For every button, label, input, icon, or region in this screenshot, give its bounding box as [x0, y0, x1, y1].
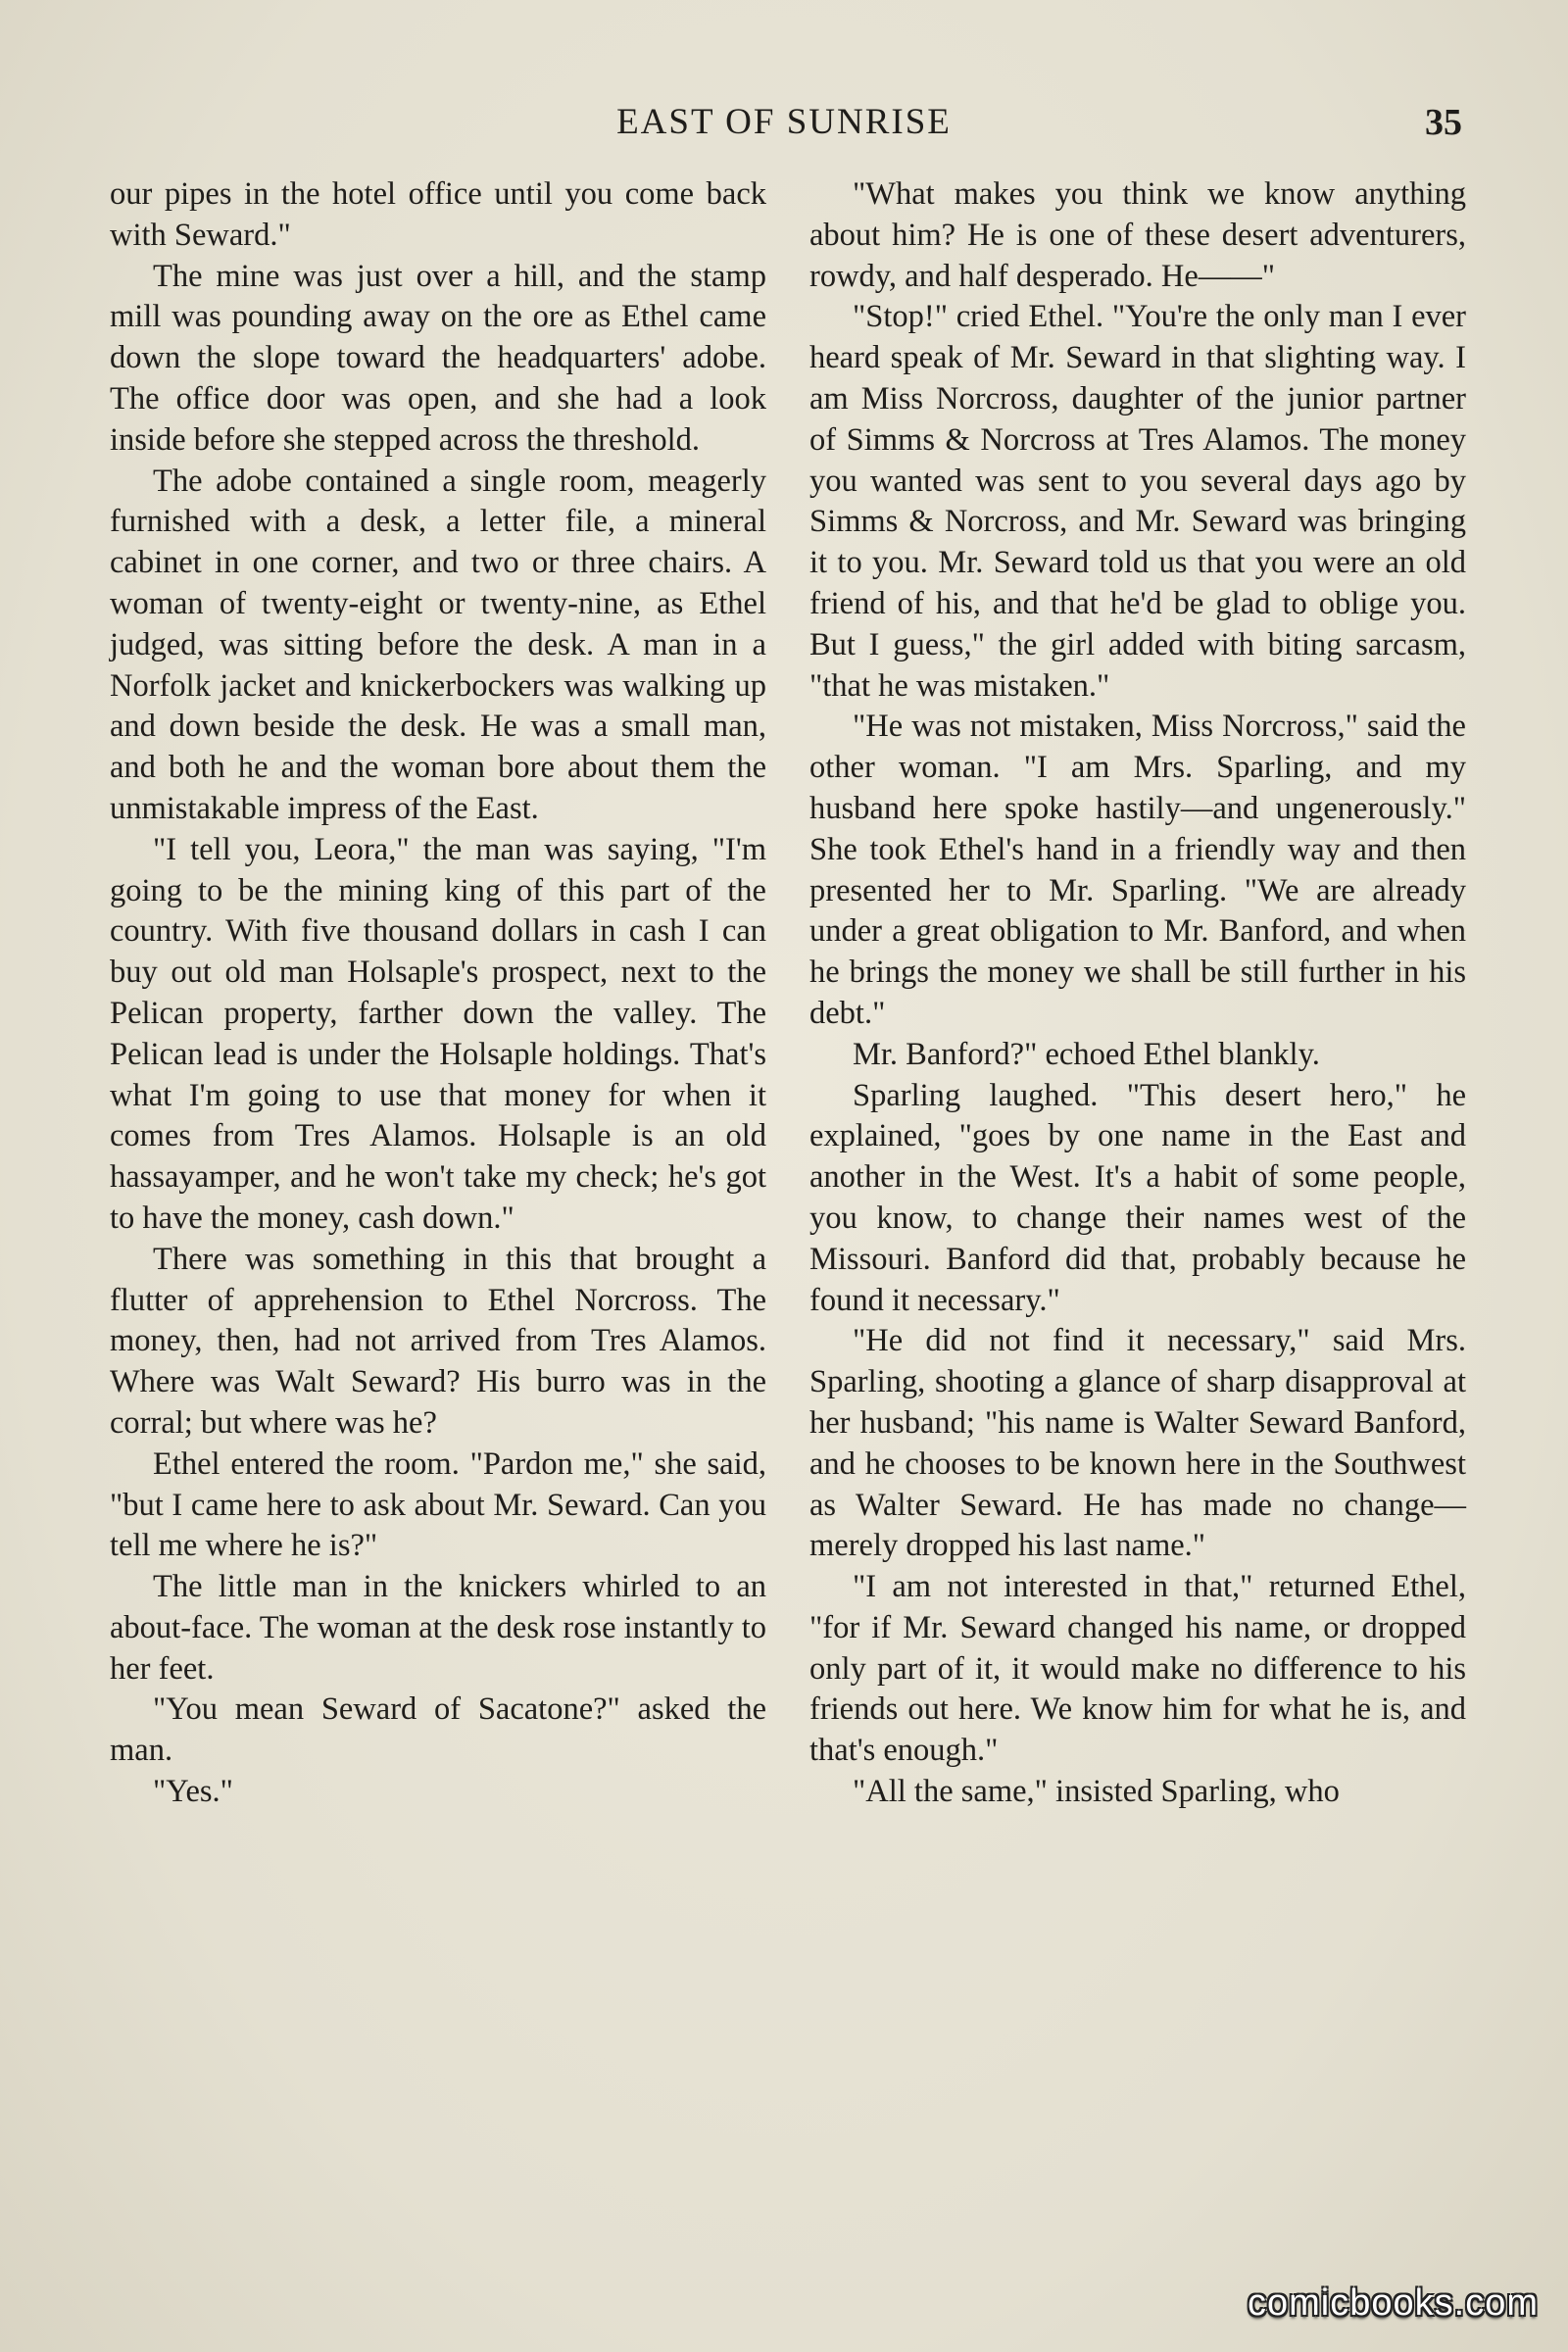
- paragraph: The mine was just over a hill, and the stamp mill was pounding away on the ore as Ethel came down the slope toward the headquarters' adobe. The office door was open, and she had a look inside before she stepped across the threshold.: [110, 258, 766, 458]
- paragraph: "What makes you think we know anything about him? He is one of these desert adventurers, rowdy, and half desperado. He——": [809, 176, 1466, 294]
- paragraph: Ethel entered the room. "Pardon me," she said, "but I came here to ask about Mr. Seward. Can you tell me where he is?": [110, 1446, 766, 1564]
- paragraph: "You mean Seward of Sacatone?" asked the man.: [110, 1691, 766, 1769]
- paragraph: Sparling laughed. "This desert hero," he explained, "goes by one name in the East and another in the West. It's a habit of some people, you know, to change their names west of the Missouri. Banford did that, probably because he found it necessary.": [809, 1077, 1466, 1318]
- left-column: [110, 174, 766, 1813]
- paragraph: "I tell you, Leora," the man was saying, "I'm going to be the mining king of this part of the country. With five thousand dollars in cash I can buy out old man Holsaple's prospect, next to the Pelican property, farther down the valley. The Pelican lead is under the Holsaple holdings. That's what I'm going to use that money for when it comes from Tres Alamos. Holsaple is an old hassayamper, and he won't take my check; he's got to have the money, cash down.": [110, 831, 766, 1236]
- paragraph: our pipes in the hotel office until you come back with Seward.": [110, 176, 766, 253]
- paragraph: "All the same," insisted Sparling, who: [853, 1774, 1340, 1810]
- running-head: [0, 98, 1568, 147]
- paragraph: "I am not interested in that," returned Ethel, "for if Mr. Seward changed his name, or dropped only part of it, it would make no difference to his friends out here. We know him for what he is, and that's enough.": [809, 1569, 1466, 1769]
- paragraph: There was something in this that brought a flutter of apprehension to Ethel Norcross. The money, then, had not arrived from Tres Alamos. Where was Walt Seward? His burro was in the corral; but where was he?: [110, 1241, 766, 1441]
- paragraph: The little man in the knickers whirled to an about-face. The woman at the desk rose instantly to her feet.: [110, 1569, 766, 1687]
- running-title: EAST OF SUNRISE: [616, 102, 952, 142]
- page-number: 35: [1425, 102, 1462, 143]
- watermark: comicbooks.com: [1248, 2282, 1539, 2324]
- paragraph: "He was not mistaken, Miss Norcross," said the other woman. "I am Mrs. Sparling, and my husband here spoke hastily—and ungenerously." She took Ethel's hand in a friendly way and then presented her to Mr. Sparling. "We are already under a great obligation to Mr. Banford, and when he brings the money we shall be still further in his debt.": [809, 709, 1466, 1031]
- paragraph: "He did not find it necessary," said Mrs. Sparling, shooting a glance of sharp disapproval at her husband; "his name is Walter Seward Banford, and he chooses to be known here in the Southwest as Walter Seward. He has made no change—merely dropped his last name.": [809, 1323, 1466, 1564]
- paragraph: Mr. Banford?" echoed Ethel blankly.: [853, 1036, 1320, 1072]
- paragraph: "Stop!" cried Ethel. "You're the only man I ever heard speak of Mr. Seward in that slighting way. I am Miss Norcross, daughter of the junior partner of Simms & Norcross at Tres Alamos. The money you wanted was sent to you several days ago by Simms & Norcross, and Mr. Seward was bringing it to you. Mr. Seward told us that you were an old friend of his, and that he'd be glad to oblige you. But I guess," the girl added with biting sarcasm, "that he was mistaken.": [809, 299, 1466, 704]
- paragraph: "Yes.": [153, 1774, 233, 1810]
- right-column: [809, 174, 1466, 1813]
- paragraph: The adobe contained a single room, meagerly furnished with a desk, a letter file, a mineral cabinet in one corner, and two or three chairs. A woman of twenty-eight or twenty-nine, as Ethel judged, was sitting before the desk. A man in a Norfolk jacket and knickerbockers was walking up and down beside the desk. He was a small man, and both he and the woman bore about them the unmistakable impress of the East.: [110, 463, 766, 826]
